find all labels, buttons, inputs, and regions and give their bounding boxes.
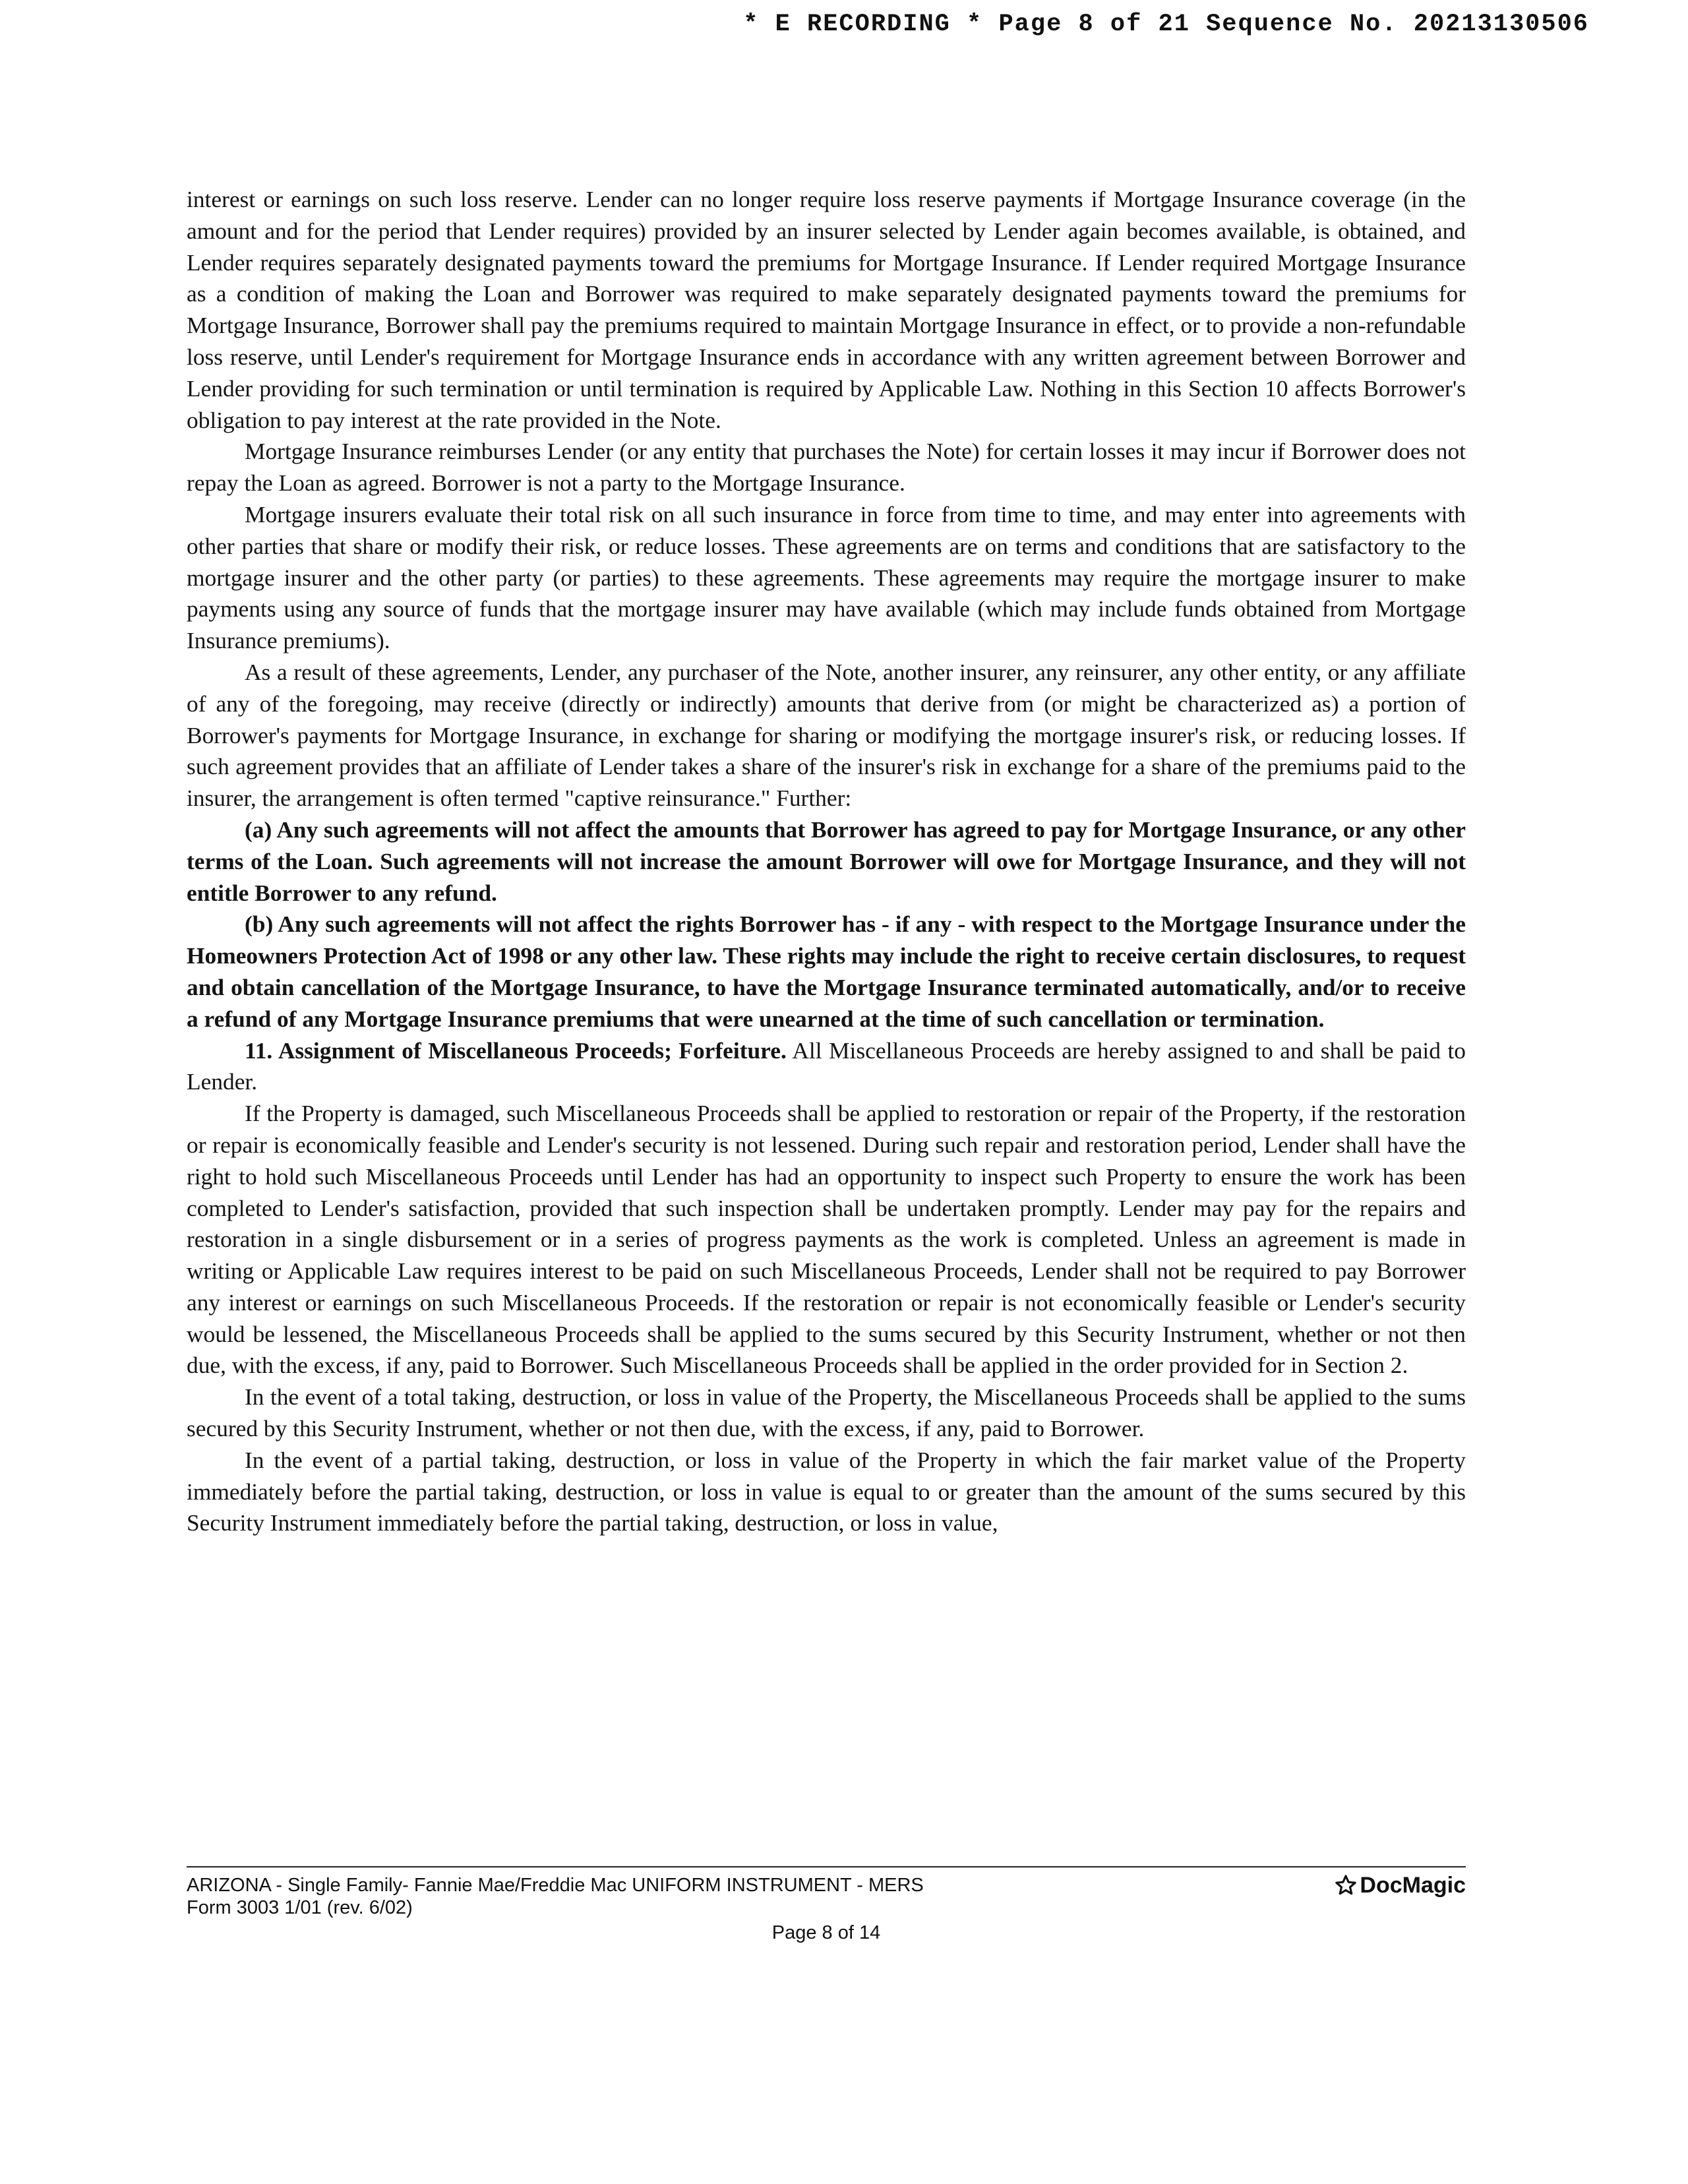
docmagic-logo	[1335, 1874, 1466, 1896]
page-footer	[187, 1873, 1466, 1943]
footer-form-title: ARIZONA - Single Family- Fannie Mae/Freddie Mac UNIFORM INSTRUMENT - MERS	[187, 1875, 924, 1896]
paragraph-total-taking: In the event of a total taking, destruction, or loss in value of the Property, the Miscellaneous Proceeds shall be applied to the sums secured by this Security Instrument, whether or not then due, with the excess, if any, paid to Borrower.	[187, 1383, 1466, 1442]
footer-page-number: Page 8 of 14	[771, 1922, 881, 1943]
paragraph-partial-taking: In the event of a partial taking, destruction, or loss in value of the Property in which the fair market value of the Property immediately before the partial taking, destruction, or loss in value is equal to or greater than the amount of the sums secured by this Security Instrument immediately before the partial taking, destruction, or loss in value,	[187, 1446, 1466, 1536]
paragraph-clause-a: (a) Any such agreements will not affect the amounts that Borrower has agreed to pay for Mortgage Insurance, or any other terms of the Loan. Such agreements will not increase the amount Borrower will owe for Mortgage Insurance, and they will not entitle Borrower to any refund.	[187, 816, 1466, 906]
paragraph-continuation: interest or earnings on such loss reserve. Lender can no longer require loss reserve payments if Mortgage Insurance coverage (in the amount and for the period that Lender requires) provided by an insurer selected by Lender again becomes available, is obtained, and Lender requires separately designated payments toward the premiums for Mortgage Insurance. If Lender required Mortgage Insurance as a condition of making the Loan and Borrower was required to make separately designated payments toward the premiums for Mortgage Insurance, Borrower shall pay the premiums required to maintain Mortgage Insurance in effect, or to provide a non-refundable loss reserve, until Lender's requirement for Mortgage Insurance ends in accordance with any written agreement between Borrower and Lender providing for such termination or until termination is required by Applicable Law. Nothing in this Section 10 affects Borrower's obligation to pay interest at the rate provided in the Note.	[187, 186, 1466, 433]
paragraph-clause-b: (b) Any such agreements will not affect the rights Borrower has - if any - with respect to the Mortgage Insurance under the Homeowners Protection Act of 1998 or any other law. These rights may include the right to receive certain disclosures, to request and obtain cancellation of the Mortgage Insurance, to have the Mortgage Insurance terminated automatically, and/or to receive a refund of any Mortgage Insurance premiums that were unearned at the time of such cancellation or termination.	[187, 911, 1466, 1032]
section-11-text: All Miscellaneous Proceeds are hereby assigned to and shall be paid to Lender.	[187, 1037, 1466, 1095]
section-11-heading: 11. Assignment of Miscellaneous Proceeds; Forfeiture.	[245, 1037, 787, 1064]
star-icon	[1335, 1874, 1357, 1896]
paragraph-mi-insurers: Mortgage insurers evaluate their total risk on all such insurance in force from time to time, and may enter into agreements with other parties that share or modify their risk, or reduce losses. These agreements are on terms and conditions that are satisfactory to the mortgage insurer and the other party (or parties) to these agreements. These agreements may require the mortgage insurer to make payments using any source of funds that the mortgage insurer may have available (which may include funds obtained from Mortgage Insurance premiums).	[187, 501, 1466, 654]
paragraph-mi-reimburses: Mortgage Insurance reimburses Lender (or any entity that purchases the Note) for certain losses it may incur if Borrower does not repay the Loan as agreed. Borrower is not a party to the Mortgage Insurance.	[187, 438, 1466, 497]
footer-form-number: Form 3003 1/01 (rev. 6/02)	[187, 1897, 413, 1918]
paragraph-section-11	[187, 1035, 1466, 1099]
brand-name: DocMagic	[1360, 1873, 1466, 1898]
recording-stamp: * E RECORDING * Page 8 of 21 Sequence No. 20213130506	[743, 11, 1589, 38]
document-body	[187, 184, 1466, 1539]
footer-divider	[187, 1866, 1466, 1867]
paragraph-agreements-result: As a result of these agreements, Lender, any purchaser of the Note, another insurer, any reinsurer, any other entity, or any affiliate of any of the foregoing, may receive (directly or indirectly) amounts that derive from (or might be characterized as) a portion of Borrower's payments for Mortgage Insurance, in exchange for sharing or modifying the mortgage insurer's risk, or reducing losses. If such agreement provides that an affiliate of Lender takes a share of the insurer's risk in exchange for a share of the premiums paid to the insurer, the arrangement is often termed "captive reinsurance." Further:	[187, 658, 1466, 812]
paragraph-property-damaged: If the Property is damaged, such Miscellaneous Proceeds shall be applied to restoration or repair of the Property, if the restoration or repair is economically feasible and Lender's security is not lessened. During such repair and restoration period, Lender shall have the right to hold such Miscellaneous Proceeds until Lender has had an opportunity to inspect such Property to ensure the work has been completed to Lender's satisfaction, provided that such inspection shall be undertaken promptly. Lender may pay for the repairs and restoration in a single disbursement or in a series of progress payments as the work is completed. Unless an agreement is made in writing or Applicable Law requires interest to be paid on such Miscellaneous Proceeds, Lender shall not be required to pay Borrower any interest or earnings on such Miscellaneous Proceeds. If the restoration or repair is not economically feasible or Lender's security would be lessened, the Miscellaneous Proceeds shall be applied to the sums secured by this Security Instrument, whether or not then due, with the excess, if any, paid to Borrower. Such Miscellaneous Proceeds shall be applied in the order provided for in Section 2.	[187, 1100, 1466, 1379]
